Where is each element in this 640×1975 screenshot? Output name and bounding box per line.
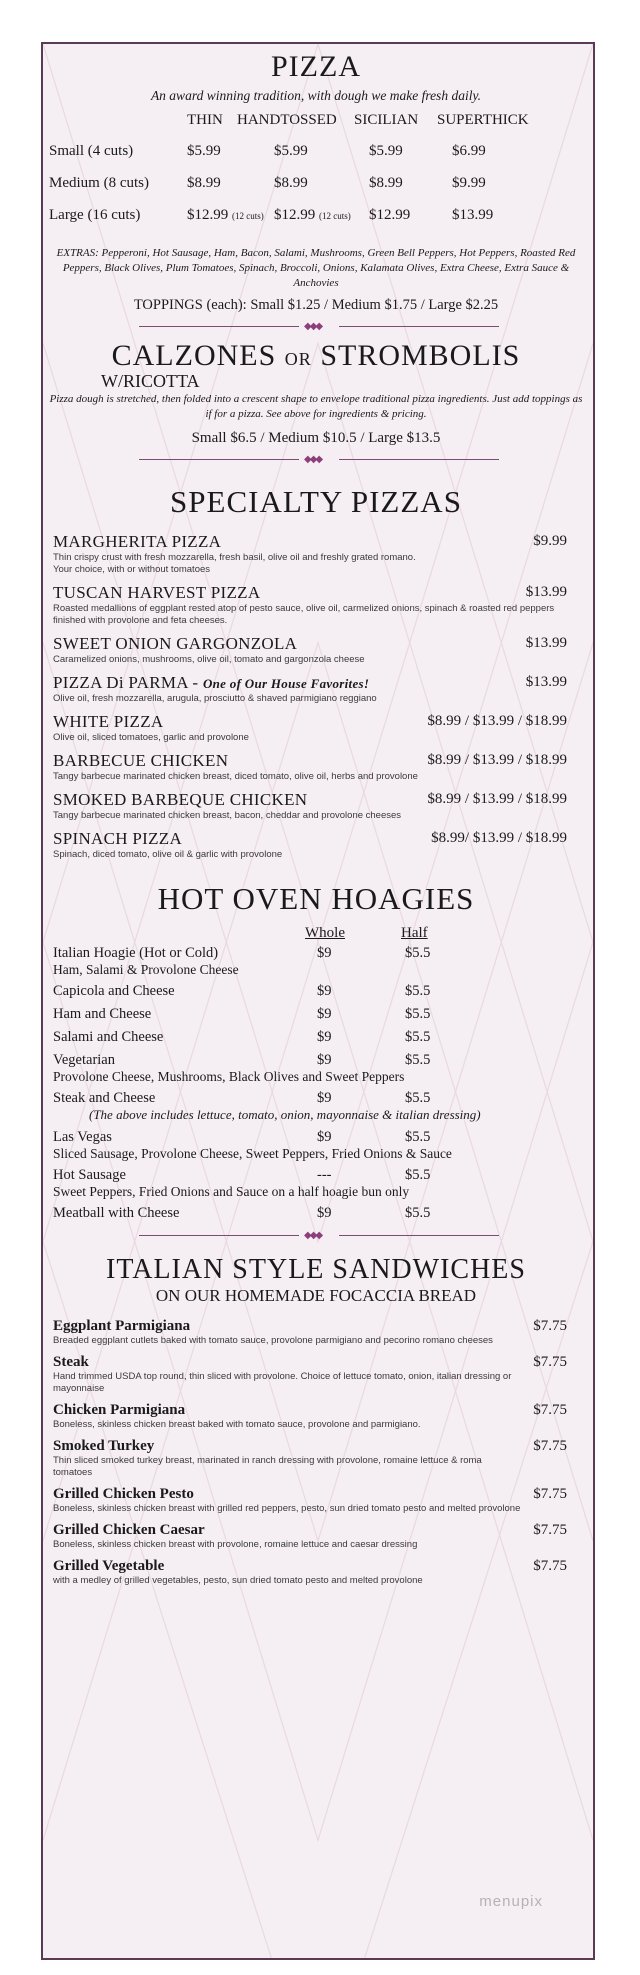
item-name: Chicken Parmigiana [53,1402,186,1418]
sandwich-item [53,1438,583,1479]
item-price: $7.75 [533,1522,567,1538]
item-description: Tangy barbecue marinated chicken breast, bacon, cheddar and provolone cheeses [53,810,402,821]
col-thin: THIN [187,112,223,128]
item-description: Thin crispy crust with fresh mozzarella, fresh basil, olive oil and freshly grated romano. Your choice, with or without tomatoes [53,552,416,575]
item-price-half: $5.5 [405,1167,431,1183]
pizza-price-table [49,104,583,244]
specialty-item [53,583,583,627]
item-name: BARBECUE CHICKEN [53,751,229,770]
item-price: $13.99 [525,584,567,600]
item-price: $8.99/ $13.99 / $18.99 [431,830,567,846]
item-price-half: $5.5 [405,1052,431,1068]
item-name: SPINACH PIZZA [53,829,183,848]
specialty-item [53,532,583,576]
hoagies-column-headers [49,925,583,945]
item-name: Steak and Cheese [53,1090,156,1106]
specialty-item [53,751,583,783]
item-description: Boneless, skinless chicken breast with grilled red peppers, pesto, sun dried tomato pesto and melted provolone [53,1503,521,1514]
item-price: $9.99 [533,533,567,549]
hoagie-item [53,1052,583,1084]
item-description: Tangy barbecue marinated chicken breast, diced tomato, olive oil, herbs and provolone [53,771,418,782]
menu-content [43,44,593,1587]
item-price-half: $5.5 [405,1006,431,1022]
price-large-super: $13.99 [452,207,494,223]
item-price-half: $5.5 [405,945,431,961]
size-medium: Medium (8 cuts) [49,175,149,191]
item-price-whole: $9 [317,1029,332,1045]
item-name: Grilled Chicken Pesto [53,1486,194,1502]
hoagie-item [53,1090,583,1123]
sandwiches-title: ITALIAN STYLE SANDWICHES [106,1254,526,1285]
item-price: $7.75 [533,1558,567,1574]
price-medium-hand: $8.99 [274,175,308,191]
item-name: Hot Sausage [53,1167,126,1183]
item-name: Capicola and Cheese [53,983,175,999]
item-name: Meatball with Cheese [53,1205,180,1221]
item-description: Breaded eggplant cutlets baked with tomato sauce, provolone parmigiano and pecorino romano cheeses [53,1335,493,1346]
col-handtossed: HANDTOSSED [237,112,337,128]
price-small-sicilian: $5.99 [369,143,403,159]
price-medium-thin: $8.99 [187,175,221,191]
specialty-item [53,634,583,666]
item-name: Salami and Cheese [53,1029,164,1045]
col-whole: Whole [305,925,345,941]
size-large: Large (16 cuts) [49,207,141,223]
calzones-subtitle: W/RICOTTA [101,371,200,391]
hoagie-item [53,1129,583,1161]
item-price: $7.75 [533,1402,567,1418]
pizza-tagline: An award winning tradition, with dough we make fresh daily. [150,88,482,103]
specialty-title: SPECIALTY PIZZAS [170,484,462,519]
item-price-half: $5.5 [405,1205,431,1221]
item-price: $7.75 [533,1318,567,1334]
sandwiches-subtitle: ON OUR HOMEMADE FOCACCIA BREAD [155,1286,477,1305]
sandwich-item [53,1558,583,1587]
col-half: Half [401,925,428,941]
specialty-item [53,829,583,861]
house-favorite-note: One of Our House Favorites! [202,676,370,691]
item-name: Eggplant Parmigiana [53,1318,191,1334]
calzones-title: CALZONES OR STROMBOLIS [111,339,521,372]
item-name: PIZZA Di PARMA - One of Our House Favorites! [53,673,370,692]
item-description: Roasted medallions of eggplant rested atop of pesto sauce, olive oil, carmelized onions, spinach & roasted red peppers finished with provolone and feta cheeses. [53,603,555,626]
hoagie-note: (The above includes lettuce, tomato, onion, mayonnaise & italian dressing) [89,1107,481,1122]
specialty-item [53,673,583,705]
item-price-whole: $9 [317,1205,332,1221]
section-divider [49,319,583,333]
sandwich-item [53,1402,583,1431]
item-price-half: $5.5 [405,1129,431,1145]
hoagie-item [53,1167,583,1199]
price-large-sicilian: $12.99 [369,207,411,223]
item-price-whole: $9 [317,1052,332,1068]
hoagie-item [53,945,583,977]
pizza-toppings: TOPPINGS (each): Small $1.25 / Medium $1.75 / Large $2.25 [133,297,499,313]
item-name: WHITE PIZZA [53,712,164,731]
hoagies-title: HOT OVEN HOAGIES [157,881,475,916]
pizza-extras: EXTRAS: Pepperoni, Hot Sausage, Ham, Bacon, Salami, Mushrooms, Green Bell Peppers, Hot Peppers, Roasted Red Peppers, Black Olives, Plum Tomatoes, Spinach, Broccoli, Onions, Kalamata Olives, Extra Cheese, Extra Sauce & Anchovies [56,247,576,289]
hoagie-item [53,1029,583,1046]
menu-page [41,42,595,1960]
item-price: $8.99 / $13.99 / $18.99 [427,791,567,807]
price-large-hand: $12.99 (12 cuts) [274,207,351,223]
item-price-half: $5.5 [405,1090,431,1106]
item-name: TUSCAN HARVEST PIZZA [53,583,261,602]
item-price: $8.99 / $13.99 / $18.99 [427,752,567,768]
diamond-ornament-icon: ◆◆◆ [304,454,322,465]
item-price: $7.75 [533,1354,567,1370]
item-description: Boneless, skinless chicken breast with provolone, romaine lettuce and caesar dressing [53,1539,418,1550]
sandwich-item [53,1318,583,1347]
price-small-thin: $5.99 [187,143,221,159]
item-description: Sweet Peppers, Fried Onions and Sauce on a half hoagie bun only [53,1184,410,1199]
item-description: with a medley of grilled vegetables, pesto, sun dried tomato pesto and melted provolone [53,1575,423,1586]
item-description: Caramelized onions, mushrooms, olive oil, tomato and gargonzola cheese [53,654,365,665]
price-medium-sicilian: $8.99 [369,175,403,191]
item-name: Ham and Cheese [53,1006,152,1022]
specialty-item [53,790,583,822]
sandwich-item [53,1354,583,1395]
item-description: Spinach, diced tomato, olive oil & garlic with provolone [53,849,283,860]
item-description: Olive oil, fresh mozzarella, arugula, prosciutto & shaved parmigiano reggiano [53,693,377,704]
item-name: Vegetarian [53,1052,115,1068]
sandwich-item [53,1522,583,1551]
calzones-prices: Small $6.5 / Medium $10.5 / Large $13.5 [191,430,441,446]
item-description: Thin sliced smoked turkey breast, marinated in ranch dressing with provolone, romaine lettuce & roma tomatoes [53,1455,482,1478]
item-name: SMOKED BARBEQUE CHICKEN [53,790,308,809]
item-price-whole: $9 [317,1090,332,1106]
price-medium-super: $9.99 [452,175,486,191]
item-description: Sliced Sausage, Provolone Cheese, Sweet Peppers, Fried Onions & Sauce [53,1146,452,1161]
price-large-thin: $12.99 (12 cuts) [187,207,264,223]
item-price: $8.99 / $13.99 / $18.99 [427,713,567,729]
item-price-whole: $9 [317,1006,332,1022]
item-name: SWEET ONION GARGONZOLA [53,634,298,653]
item-name: Grilled Vegetable [53,1558,165,1574]
item-description: Provolone Cheese, Mushrooms, Black Olives and Sweet Peppers [53,1069,405,1084]
specialty-item [53,712,583,744]
item-price-half: $5.5 [405,983,431,999]
watermark-logo: menupix [479,1893,543,1910]
item-price: $7.75 [533,1438,567,1454]
item-description: Boneless, skinless chicken breast baked with tomato sauce, provolone and parmigiano. [53,1419,421,1430]
size-small: Small (4 cuts) [49,143,134,159]
diamond-ornament-icon: ◆◆◆ [304,321,322,332]
diamond-ornament-icon: ◆◆◆ [304,1230,322,1241]
item-price-whole: $9 [317,1129,332,1145]
item-description: Hand trimmed USDA top round, thin sliced with provolone. Choice of lettuce tomato, onion, italian dressing or mayonnaise [53,1371,512,1394]
item-name: Smoked Turkey [53,1438,155,1454]
item-name: Steak [53,1354,89,1370]
item-price-half: $5.5 [405,1029,431,1045]
item-name: Grilled Chicken Caesar [53,1522,205,1538]
item-price-whole: --- [317,1167,332,1183]
item-name: Las Vegas [53,1129,112,1145]
item-price-whole: $9 [317,983,332,999]
item-name: Italian Hoagie (Hot or Cold) [53,945,219,961]
item-name: MARGHERITA PIZZA [53,532,222,551]
sandwich-item [53,1486,583,1515]
section-divider [49,452,583,466]
price-small-hand: $5.99 [274,143,308,159]
item-price: $13.99 [525,635,567,651]
pizza-title: PIZZA [271,50,361,83]
col-superthick: SUPERTHICK [437,112,529,128]
item-description: Ham, Salami & Provolone Cheese [53,962,239,977]
item-price: $13.99 [525,674,567,690]
item-price-whole: $9 [317,945,332,961]
price-small-super: $6.99 [452,143,486,159]
calzones-description: Pizza dough is stretched, then folded into a crescent shape to envelope traditional pizza ingredients. Just add toppings as if for a pizza. See above for ingredients & pricing. [49,393,583,420]
section-divider [49,1228,583,1242]
hoagie-item [53,983,583,1000]
item-description: Olive oil, sliced tomatoes, garlic and provolone [53,732,249,743]
hoagie-item [53,1205,583,1222]
hoagie-item [53,1006,583,1023]
item-price: $7.75 [533,1486,567,1502]
col-sicilian: SICILIAN [354,112,419,128]
